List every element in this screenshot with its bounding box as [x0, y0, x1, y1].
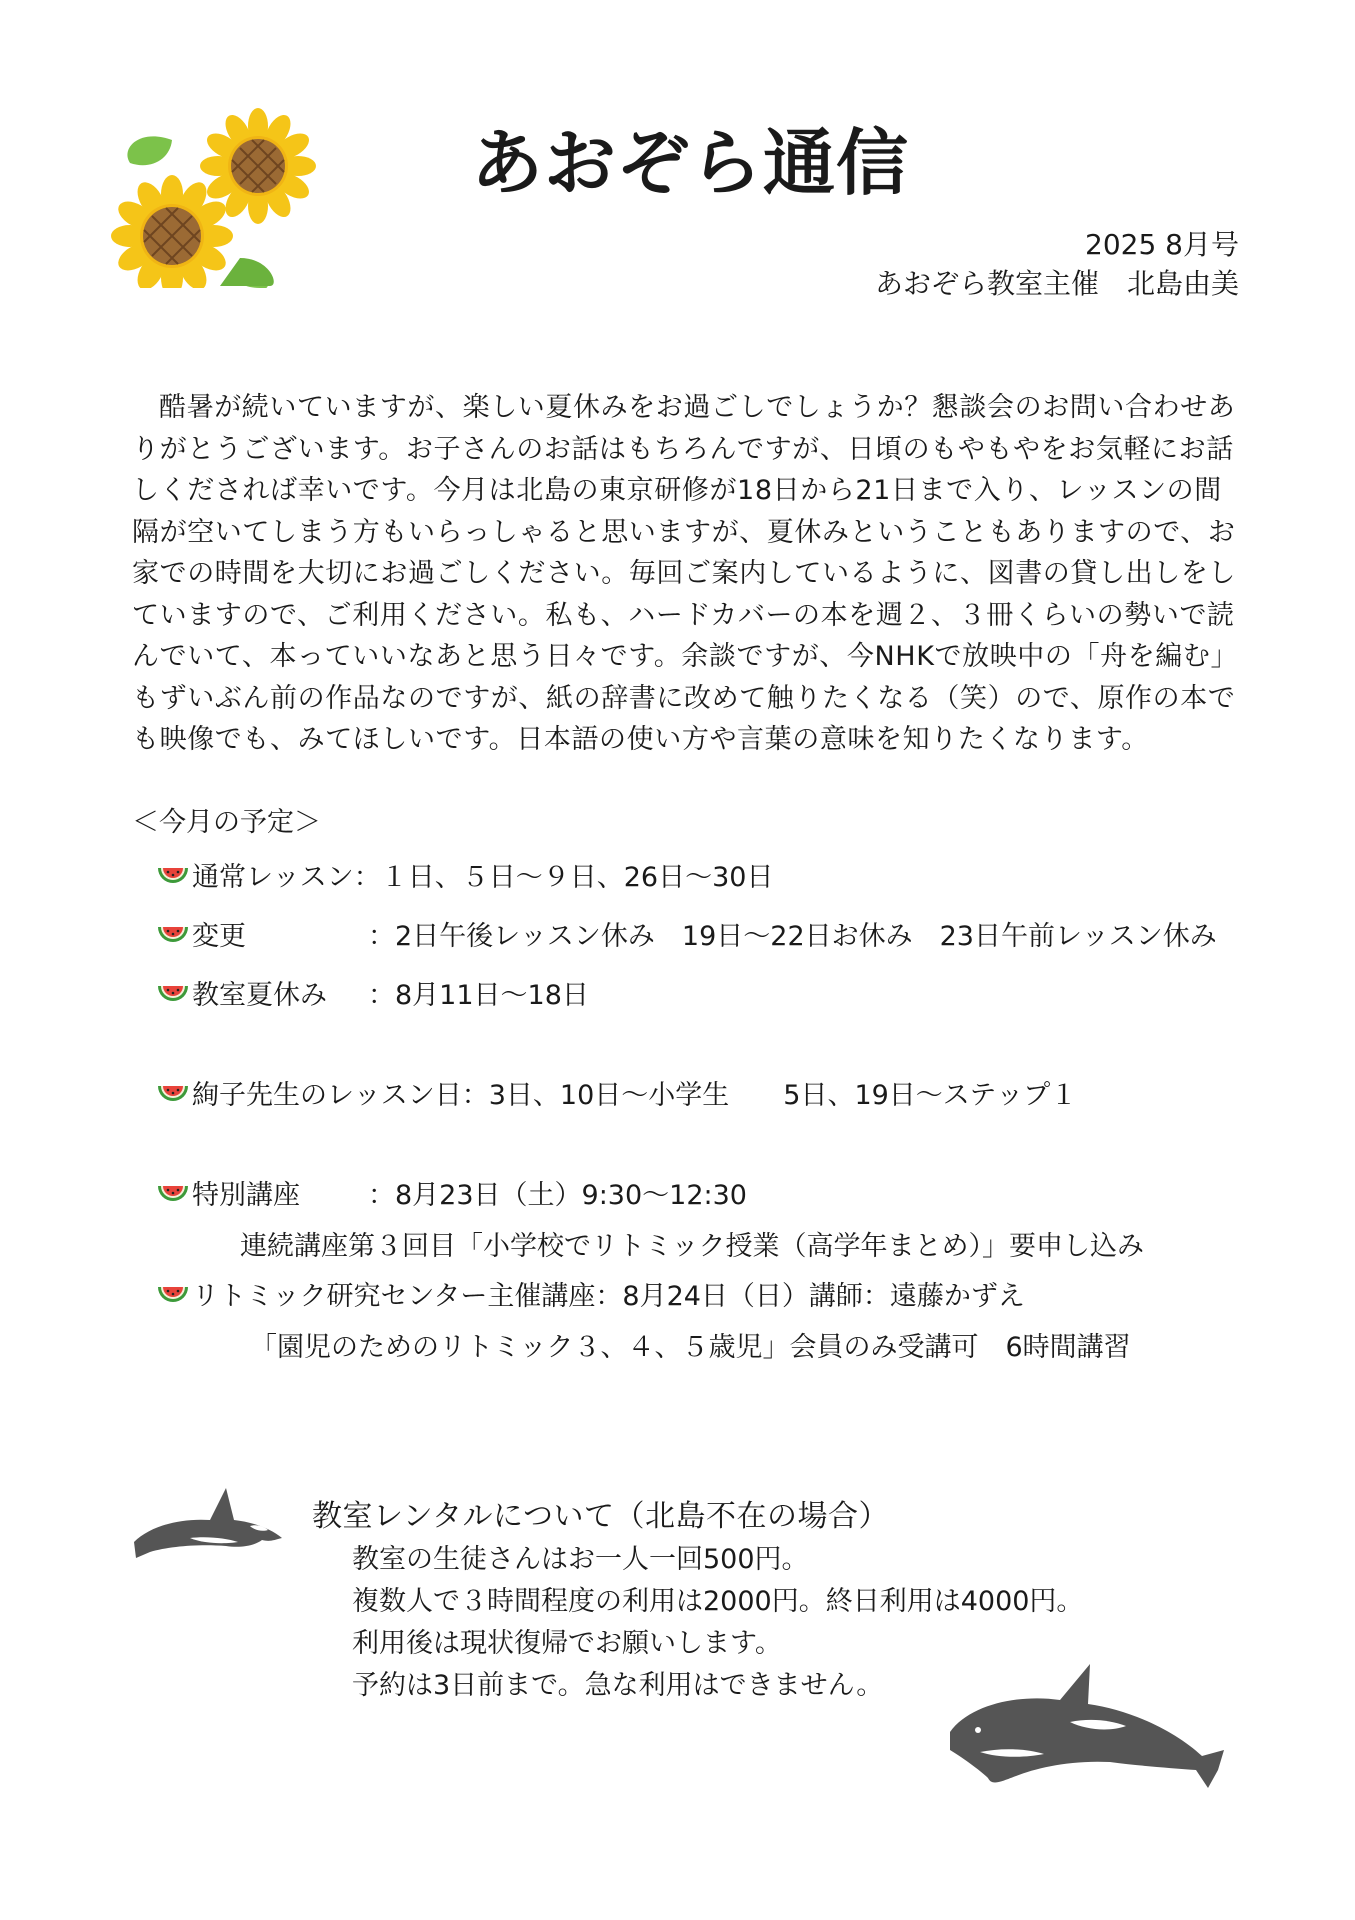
watermelon-icon: [156, 1080, 190, 1108]
watermelon-icon: [156, 921, 190, 949]
watermelon-icon: [156, 862, 190, 890]
intro-paragraph: 酷暑が続いていますが、楽しい夏休みをお過ごしでしょうか？懇談会のお問い合わせありがとうございます。お子さんのお話はもちろんですが、日頃のもやもやをお気軽にお話しくだされば幸いです。今月は北島の東京研修が18日から21日まで入り、レッスンの間隔が空いてしまう方もいらっしゃると思いますが、夏休みということもありますので、お家での時間を大切にお過ごしください。毎回ご案内しているように、図書の貸し出しをしていますので、ご利用ください。私も、ハードカバーの本を週２、３冊くらいの勢いで読んでいて、本っていいなあと思う日々です。余談ですが、今NHKで放映中の「舟を編む」もずいぶん前の作品なのですが、紙の辞書に改めて触りたくなる（笑）ので、原作の本でも映像でも、みてほしいです。日本語の使い方や言葉の意味を知りたくなります。: [132, 392, 1239, 755]
schedule-item-special: [156, 1176, 747, 1216]
schedule-item-change: [156, 917, 1217, 957]
center-detail: 「園児のためのリトミック３、４、５歳児」会員のみ受講可 6時間講習: [250, 1332, 1131, 1363]
special-detail: 連続講座第３回目「小学校でリトミック授業（高学年まとめ）」要申し込み: [240, 1231, 1144, 1262]
schedule-value: 8月24日（日）講師：遠藤かずえ: [622, 1281, 1025, 1312]
rental-line: 複数人で３時間程度の利用は2000円。終日利用は4000円。: [352, 1586, 1084, 1617]
schedule-item-regular: [156, 858, 773, 898]
schedule-heading: ＜今月の予定＞: [132, 807, 321, 838]
schedule-item-center: [156, 1277, 1025, 1317]
schedule-item-junko: [156, 1076, 1077, 1116]
schedule-label: 絢子先生のレッスン日：: [192, 1080, 489, 1111]
rental-heading: 教室レンタルについて（北島不在の場合）: [312, 1499, 889, 1534]
orca-icon: [940, 1660, 1230, 1790]
schedule-value: ：2日午後レッスン休み 19日〜22日お休み 23日午前レッスン休み: [368, 921, 1217, 952]
orca-icon: [130, 1482, 290, 1560]
issue-date: 2025 8月号: [1085, 228, 1239, 261]
rental-line: 予約は3日前まで。急な利用はできません。: [352, 1670, 884, 1701]
schedule-label: リトミック研究センター主催講座：: [192, 1281, 623, 1312]
schedule-value: 3日、10日〜小学生 5日、19日〜ステップ１: [488, 1080, 1078, 1111]
schedule-item-vacation: [156, 976, 589, 1016]
schedule-value: ：8月23日（土）9:30〜12:30: [368, 1180, 747, 1211]
schedule-label: 特別講座: [192, 1180, 300, 1211]
schedule-label: 通常レッスン：: [192, 862, 381, 893]
watermelon-icon: [156, 1180, 190, 1208]
schedule-label: 変更: [192, 921, 246, 952]
newsletter-title: あおぞら通信: [470, 121, 909, 205]
schedule-value: ：8月11日〜18日: [368, 980, 589, 1011]
rental-line: 教室の生徒さんはお一人一回500円。: [352, 1544, 809, 1575]
schedule-label: 教室夏休み: [192, 980, 327, 1011]
watermelon-icon: [156, 1281, 190, 1309]
host-name: あおぞら教室主催 北島由美: [874, 267, 1239, 300]
watermelon-icon: [156, 980, 190, 1008]
rental-line: 利用後は現状復帰でお願いします。: [352, 1628, 782, 1659]
schedule-value: １日、５日〜９日、26日〜30日: [380, 862, 774, 893]
